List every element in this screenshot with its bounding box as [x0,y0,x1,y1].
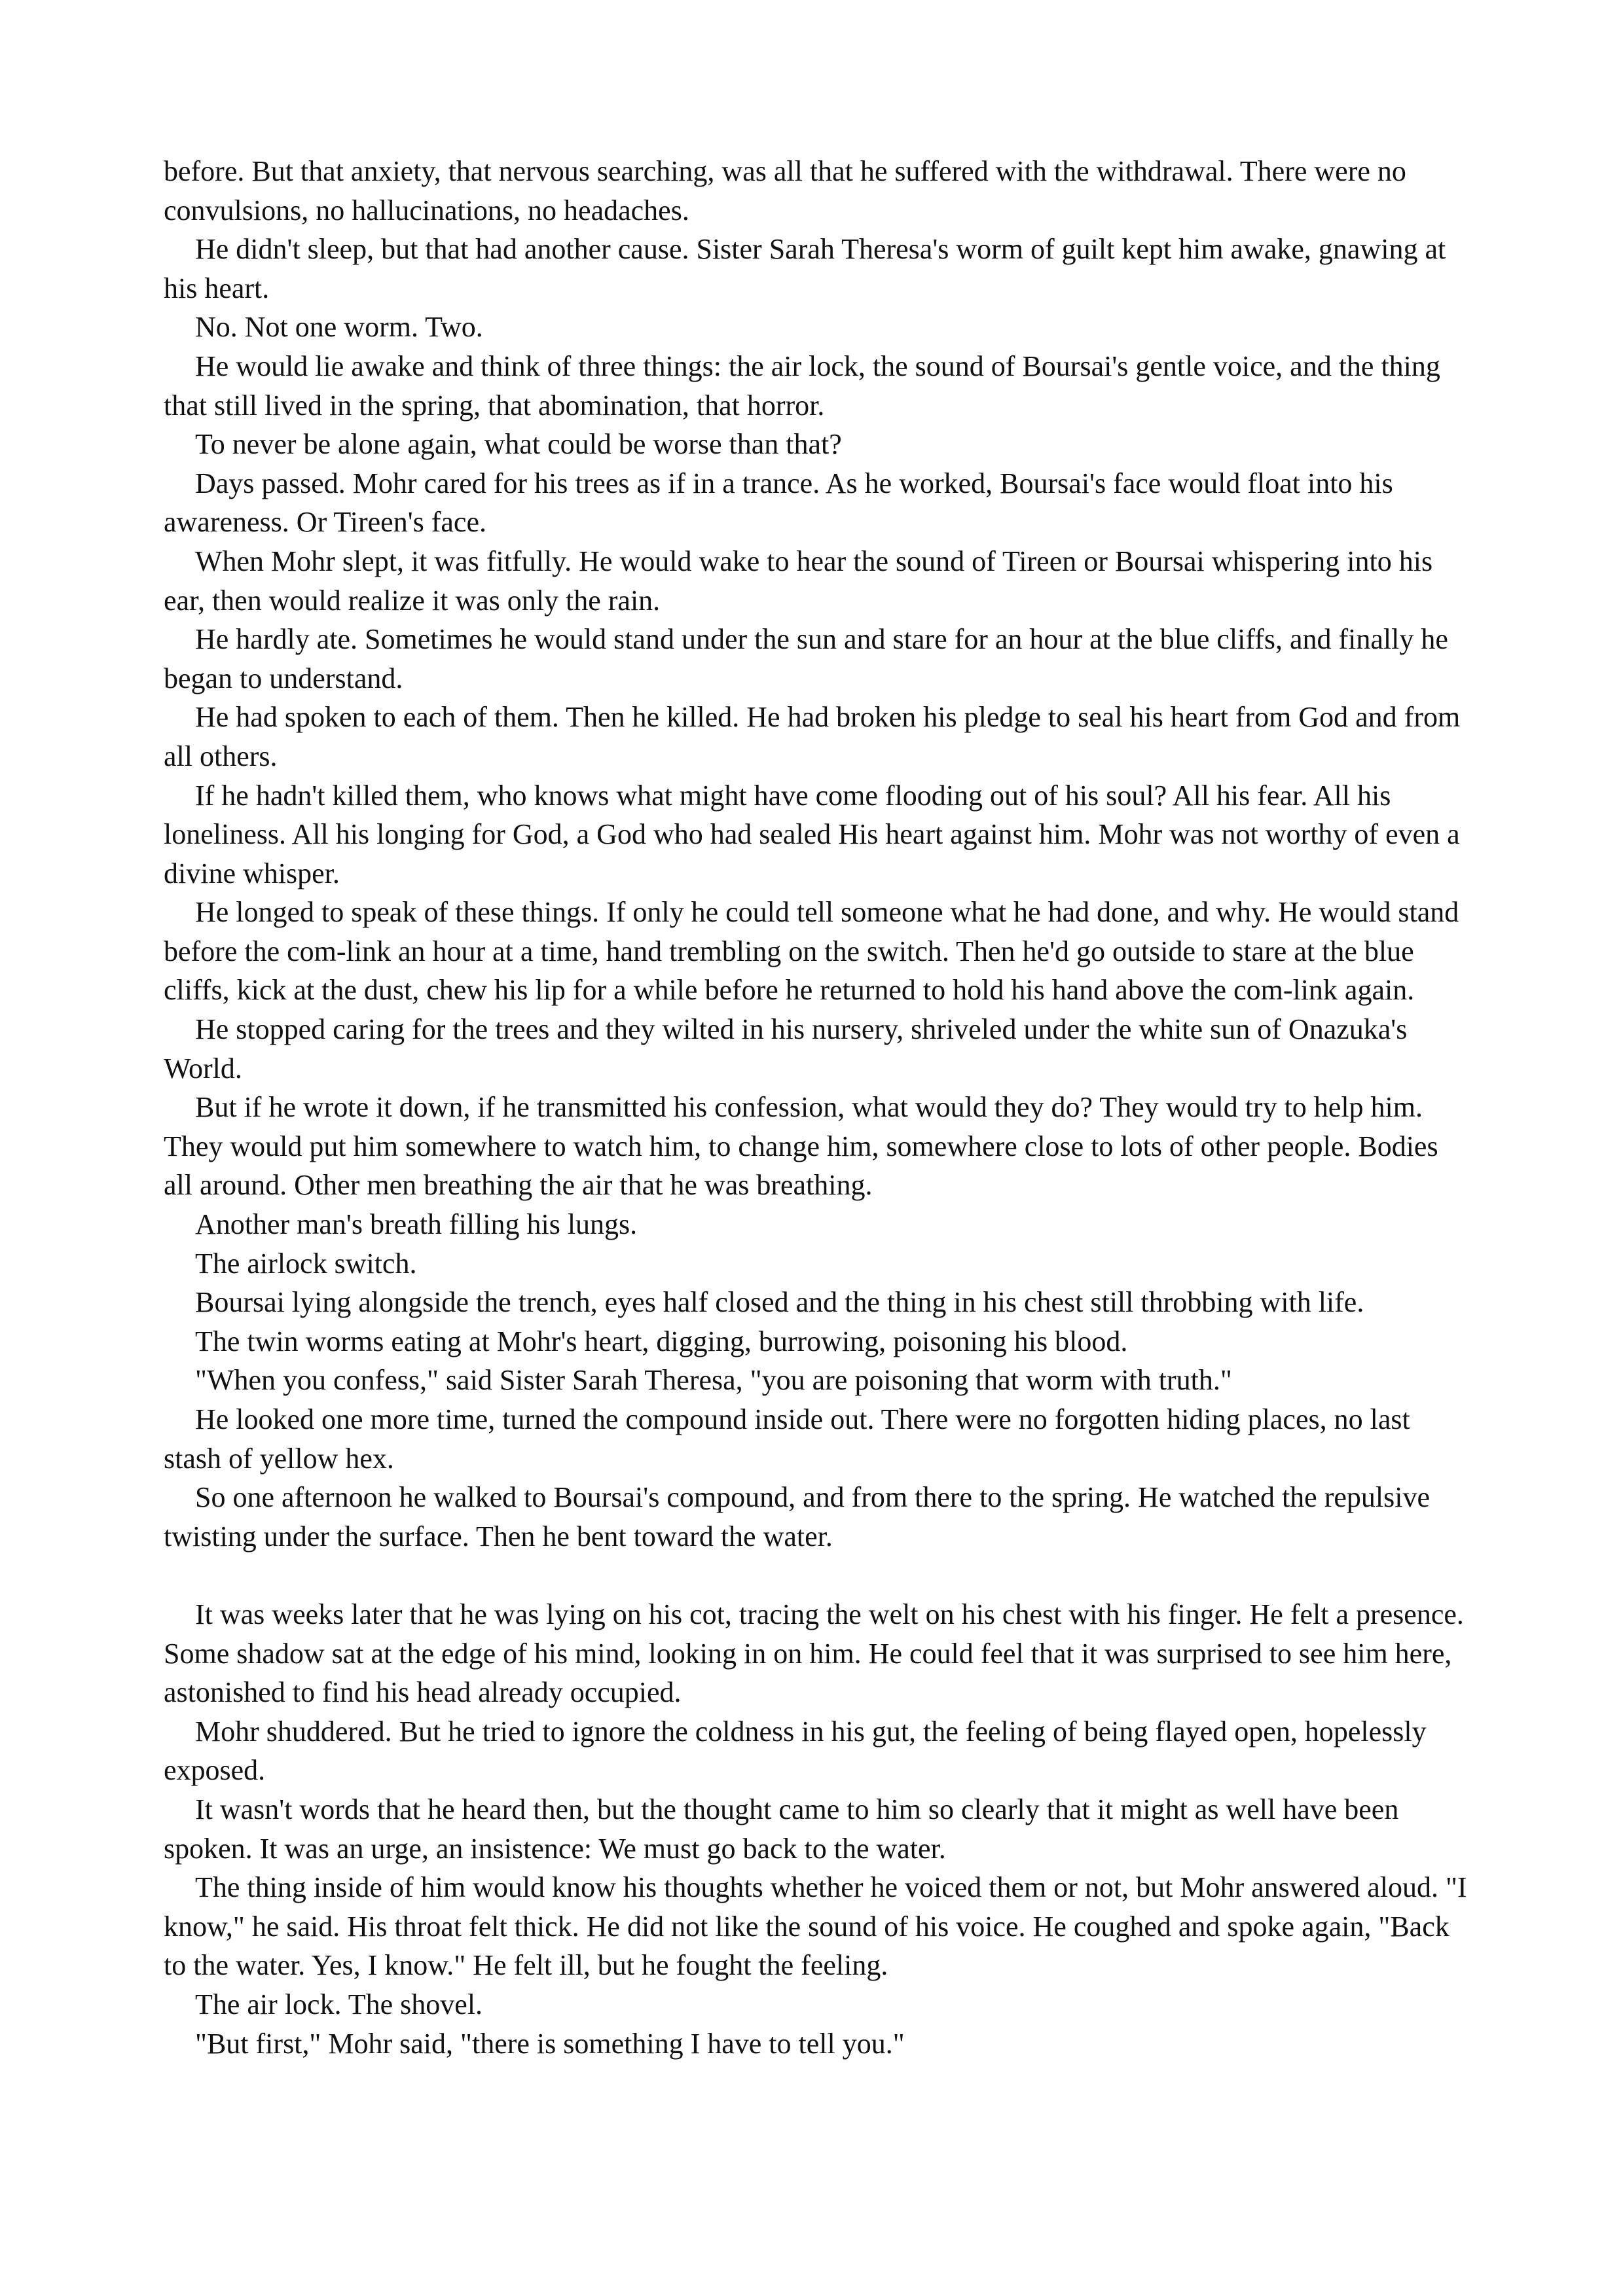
section-break [164,1556,1473,1595]
paragraph: The twin worms eating at Mohr's heart, digging, burrowing, poisoning his blood. [195,1325,1128,1357]
paragraph: He hardly ate. Sometimes he would stand under the sun and stare for an hour at the blue cliffs, and finally he began to understand. [164,623,1448,694]
paragraph: No. Not one worm. Two. [195,311,483,344]
paragraph: If he hadn't killed them, who knows what might have come flooding out of his soul? All his fear. All his loneliness. All his longing for God, a God who had sealed His heart against him. Mohr was not worthy of even a divine whisper. [164,779,1460,889]
paragraph: before. But that anxiety, that nervous searching, was all that he suffered with the withdrawal. There were no convulsions, no hallucinations, no headaches. [164,155,1406,226]
paragraph: To never be alone again, what could be worse than that? [195,428,842,461]
paragraph: "When you confess," said Sister Sarah Theresa, "you are poisoning that worm with truth." [195,1364,1232,1397]
paragraph: He stopped caring for the trees and they wilted in his nursery, shriveled under the white sun of Onazuka's World. [164,1013,1408,1085]
paragraph: When Mohr slept, it was fitfully. He would wake to hear the sound of Tireen or Boursai whispering into his ear, then would realize it was only the rain. [164,545,1433,617]
paragraph: He didn't sleep, but that had another cause. Sister Sarah Theresa's worm of guilt kept him awake, gnawing at his heart. [164,233,1446,304]
paragraph: It wasn't words that he heard then, but the thought came to him so clearly that it might as well have been spoken. It was an urge, an insistence: We must go back to the water. [164,1793,1399,1865]
paragraph: Days passed. Mohr cared for his trees as if in a trance. As he worked, Boursai's face would float into his awareness. Or Tireen's face. [164,467,1393,539]
paragraph: It was weeks later that he was lying on his cot, tracing the welt on his chest with his finger. He felt a presence. Some shadow sat at the edge of his mind, looking in on him. He could feel that it was surprised to see him here, astonished to find his head already occupied. [164,1598,1464,1709]
paragraph: He would lie awake and think of three things: the air lock, the sound of Boursai's gentle voice, and the thing that still lived in the spring, that abomination, that horror. [164,350,1440,422]
paragraph: He had spoken to each of them. Then he killed. He had broken his pledge to seal his heart from God and from all others. [164,701,1461,772]
paragraph: So one afternoon he walked to Boursai's compound, and from there to the spring. He watched the repulsive twisting under the surface. Then he bent toward the water. [164,1481,1430,1552]
paragraph: The thing inside of him would know his thoughts whether he voiced them or not, but Mohr answered aloud. "I know," he said. His throat felt thick. He did not like the sound of his voice. He coughed and spoke again, "Back to the water. Yes, I know." He felt ill, but he fought the feeling. [164,1871,1467,1982]
body-text [164,152,1473,2063]
paragraph: He looked one more time, turned the compound inside out. There were no forgotten hiding places, no last stash of yellow hex. [164,1403,1410,1475]
paragraph: Mohr shuddered. But he tried to ignore the coldness in his gut, the feeling of being flayed open, hopelessly exposed. [164,1715,1427,1787]
paragraph: But if he wrote it down, if he transmitted his confession, what would they do? They would try to help him. They would put him somewhere to watch him, to change him, somewhere close to lots of other people. Bodies all around. Other men breathing the air that he was breathing. [164,1091,1438,1202]
paragraph: The air lock. The shovel. [195,1988,483,2020]
paragraph: Boursai lying alongside the trench, eyes half closed and the thing in his chest still throbbing with life. [195,1286,1364,1319]
paragraph: Another man's breath filling his lungs. [195,1208,638,1241]
paragraph: "But first," Mohr said, "there is something I have to tell you." [195,2027,905,2060]
paragraph: He longed to speak of these things. If only he could tell someone what he had done, and why. He would stand before the com-link an hour at a time, hand trembling on the switch. Then he'd go outside to stare at the blue cliffs, kick at the dust, chew his lip for a while before he returned to hold his hand above the com-link again. [164,896,1459,1007]
paragraph: The airlock switch. [195,1247,417,1280]
